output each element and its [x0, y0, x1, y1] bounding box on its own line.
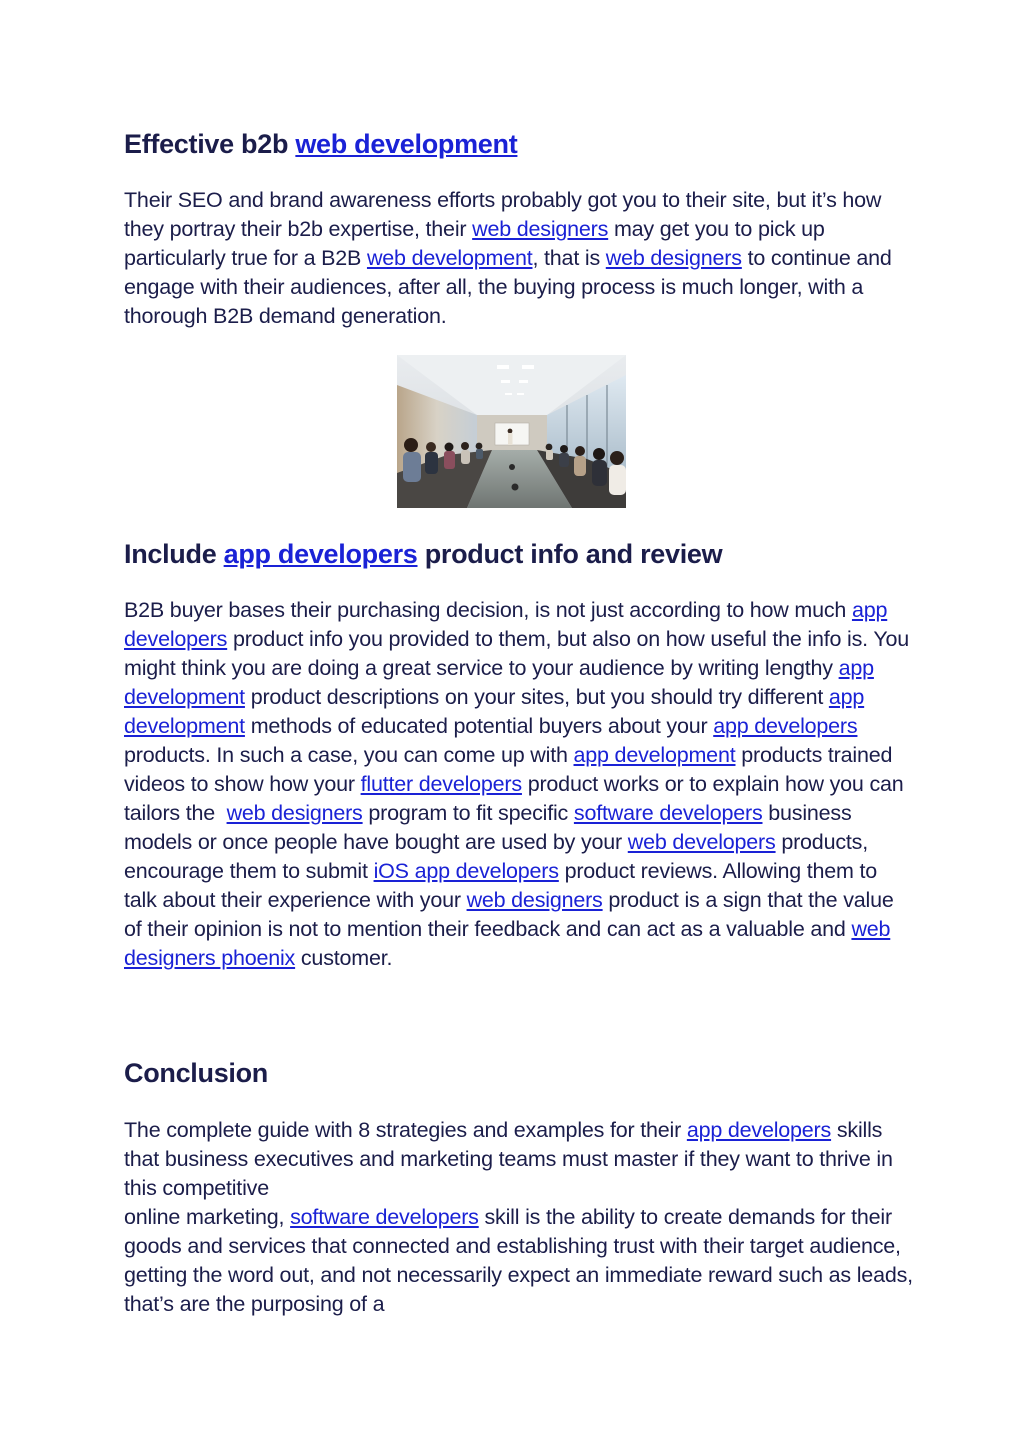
web-designers-link[interactable]: web designers — [226, 801, 363, 825]
heading-text: product info and review — [417, 539, 723, 569]
text-run: B2B buyer bases their purchasing decision, is not just according to how much — [124, 598, 852, 622]
app-development-link[interactable]: app development — [124, 656, 874, 709]
web-designers-link[interactable]: web designers — [466, 888, 603, 912]
heading-text: Effective b2b — [124, 129, 296, 159]
text-run: skill is the ability to create demands for their goods and services that connected and establishing trust with their target audience, getting the word out, and not necessarily expect an immediate reward such as leads, that’s are the purposing of a — [124, 1205, 913, 1316]
app-developers-link[interactable]: app developers — [124, 598, 888, 651]
text-run: customer. — [295, 946, 393, 970]
conference-room-photo — [397, 355, 626, 508]
text-run: may get you to pick up particularly true for a B2B — [124, 217, 825, 270]
software-developers-link[interactable]: software developers — [573, 801, 763, 825]
web-designers-phoenix-link[interactable]: web designers phoenix — [124, 917, 891, 970]
web-development-link[interactable]: web development — [295, 129, 518, 159]
software-developers-link[interactable]: software developers — [290, 1205, 479, 1229]
text-run: online marketing, — [124, 1205, 291, 1229]
text-run: products. In such a case, you can come up with — [124, 743, 574, 767]
heading-conclusion: Conclusion — [124, 1058, 268, 1088]
text-run: skills that business executives and marketing teams must master if they want to thrive in this competitive — [124, 1118, 893, 1200]
text-run: product is a sign that the value of their opinion is not to mention their feedback and can act as a valuable and — [124, 888, 894, 941]
paragraph-conclusion — [124, 1116, 914, 1319]
ios-app-developers-link[interactable]: iOS app developers — [373, 859, 559, 883]
text-run: product info you provided to them, but also on how useful the info is. You might think you are doing a great service to your audience by writing lengthy — [124, 627, 910, 680]
text-run: program to fit specific — [362, 801, 574, 825]
web-designers-link[interactable]: web designers — [605, 246, 742, 270]
heading-text: Include — [124, 539, 224, 569]
app-developers-link[interactable]: app developers — [686, 1118, 832, 1142]
app-developers-link[interactable]: app developers — [223, 539, 418, 569]
flutter-developers-link[interactable]: flutter developers — [360, 772, 522, 796]
text-run: product descriptions on your sites, but you should try different — [244, 685, 829, 709]
app-development-link[interactable]: app development — [573, 743, 736, 767]
text-run: , that is — [532, 246, 606, 270]
text-run: products trained videos to show how your — [124, 743, 893, 796]
text-run: to continue and engage with their audiences, after all, the buying process is much longer, with a thorough B2B demand generation. — [124, 246, 892, 328]
text-run: products, encourage them to submit — [124, 830, 868, 883]
paragraph-product-info — [124, 596, 914, 973]
text-run: methods of educated potential buyers about your — [244, 714, 714, 738]
app-development-link[interactable]: app development — [124, 685, 865, 738]
heading-include-app-developers — [124, 537, 722, 571]
text-run: The complete guide with 8 strategies and examples for their — [124, 1118, 687, 1142]
text-run: product reviews. Allowing them to talk about their experience with your — [124, 859, 878, 912]
app-developers-link[interactable]: app developers — [713, 714, 858, 738]
web-developers-link[interactable]: web developers — [627, 830, 776, 854]
heading-effective-b2b — [124, 127, 517, 161]
text-run: Their SEO and brand awareness efforts probably got you to their site, but it’s how they portray their b2b expertise, their — [124, 188, 882, 241]
web-designers-link[interactable]: web designers — [472, 217, 609, 241]
paragraph-intro — [124, 186, 914, 331]
text-run: product works or to explain how you can tailors the — [124, 772, 910, 825]
text-run: business models or once people have bought are used by your — [124, 801, 852, 854]
web-development-link[interactable]: web development — [366, 246, 533, 270]
